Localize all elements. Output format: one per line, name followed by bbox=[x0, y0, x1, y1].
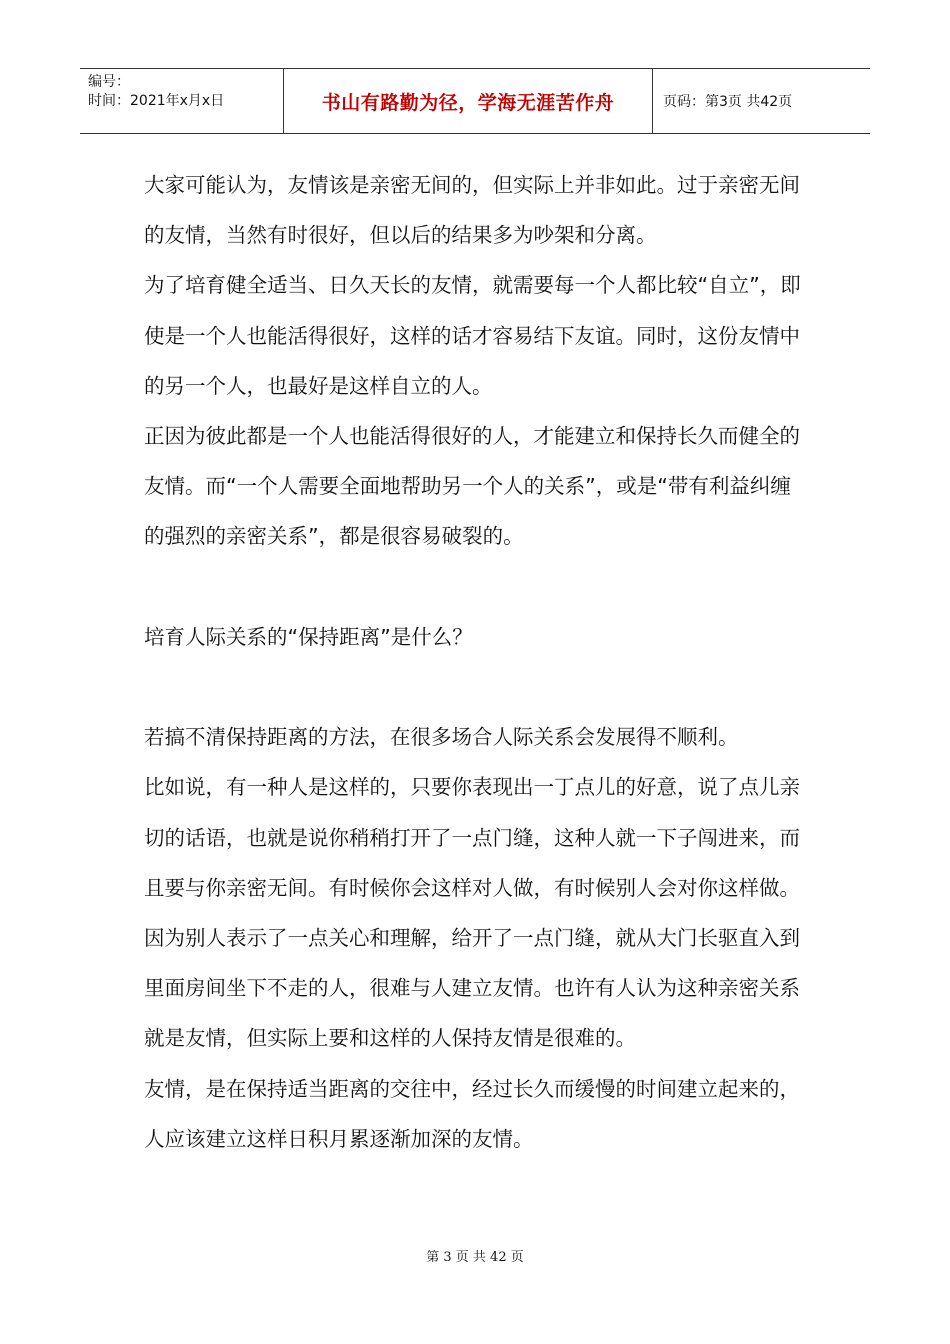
document-date-label: 时间：2021年x月x日 bbox=[88, 93, 225, 109]
paragraph-5: 比如说，有一种人是这样的，只要你表现出一丁点儿的好意，说了点儿亲切的话语，也就是说你稍稍打开了一点门缝，这种人就一下子闯进来，而且要与你亲密无间。有时候你会这样对人做，有时候别人会对你这样做。 bbox=[144, 775, 800, 900]
page-header bbox=[80, 68, 870, 134]
header-page-info: 页码：第3页 共42页 bbox=[663, 94, 793, 110]
paragraph-4: 若搞不清保持距离的方法，在很多场合人际关系会发展得不顺利。 bbox=[144, 725, 739, 750]
paragraph-7: 友情，是在保持适当距离的交往中，经过长久而缓慢的时间建立起来的，人应该建立这样日积月累逐渐加深的友情。 bbox=[144, 1076, 800, 1151]
paragraph-3: 正因为彼此都是一个人也能活得很好的人，才能建立和保持长久而健全的友情。而“一个人需要全面地帮助另一个人的关系”，或是“带有利益纠缠的强烈的亲密关系”，都是很容易破裂的。 bbox=[144, 424, 800, 549]
document-number-label: 编号： bbox=[88, 74, 130, 90]
paragraph-6: 因为别人表示了一点关心和理解，给开了一点门缝，就从大门长驱直入到里面房间坐下不走的人，很难与人建立友情。也许有人认为这种亲密关系就是友情，但实际上要和这样的人保持友情是很难的。 bbox=[144, 926, 800, 1051]
paragraph-1: 大家可能认为，友情该是亲密无间的，但实际上并非如此。过于亲密无间的友情，当然有时很好，但以后的结果多为吵架和分离。 bbox=[144, 173, 800, 248]
spacer bbox=[144, 662, 809, 712]
spacer bbox=[144, 562, 809, 612]
paragraph-2: 为了培育健全适当、日久天长的友情，就需要每一个人都比较“自立”，即使是一个人也能活得很好，这样的话才容易结下友谊。同时，这份友情中的另一个人，也最好是这样自立的人。 bbox=[144, 273, 801, 398]
header-motto: 书山有路勤为径，学海无涯苦作舟 bbox=[283, 69, 653, 133]
document-body bbox=[144, 160, 809, 1164]
page-footer: 第 3 页 共 42 页 bbox=[426, 1250, 524, 1265]
header-meta bbox=[80, 69, 283, 133]
section-heading: 培育人际关系的“保持距离”是什么？ bbox=[144, 624, 473, 649]
